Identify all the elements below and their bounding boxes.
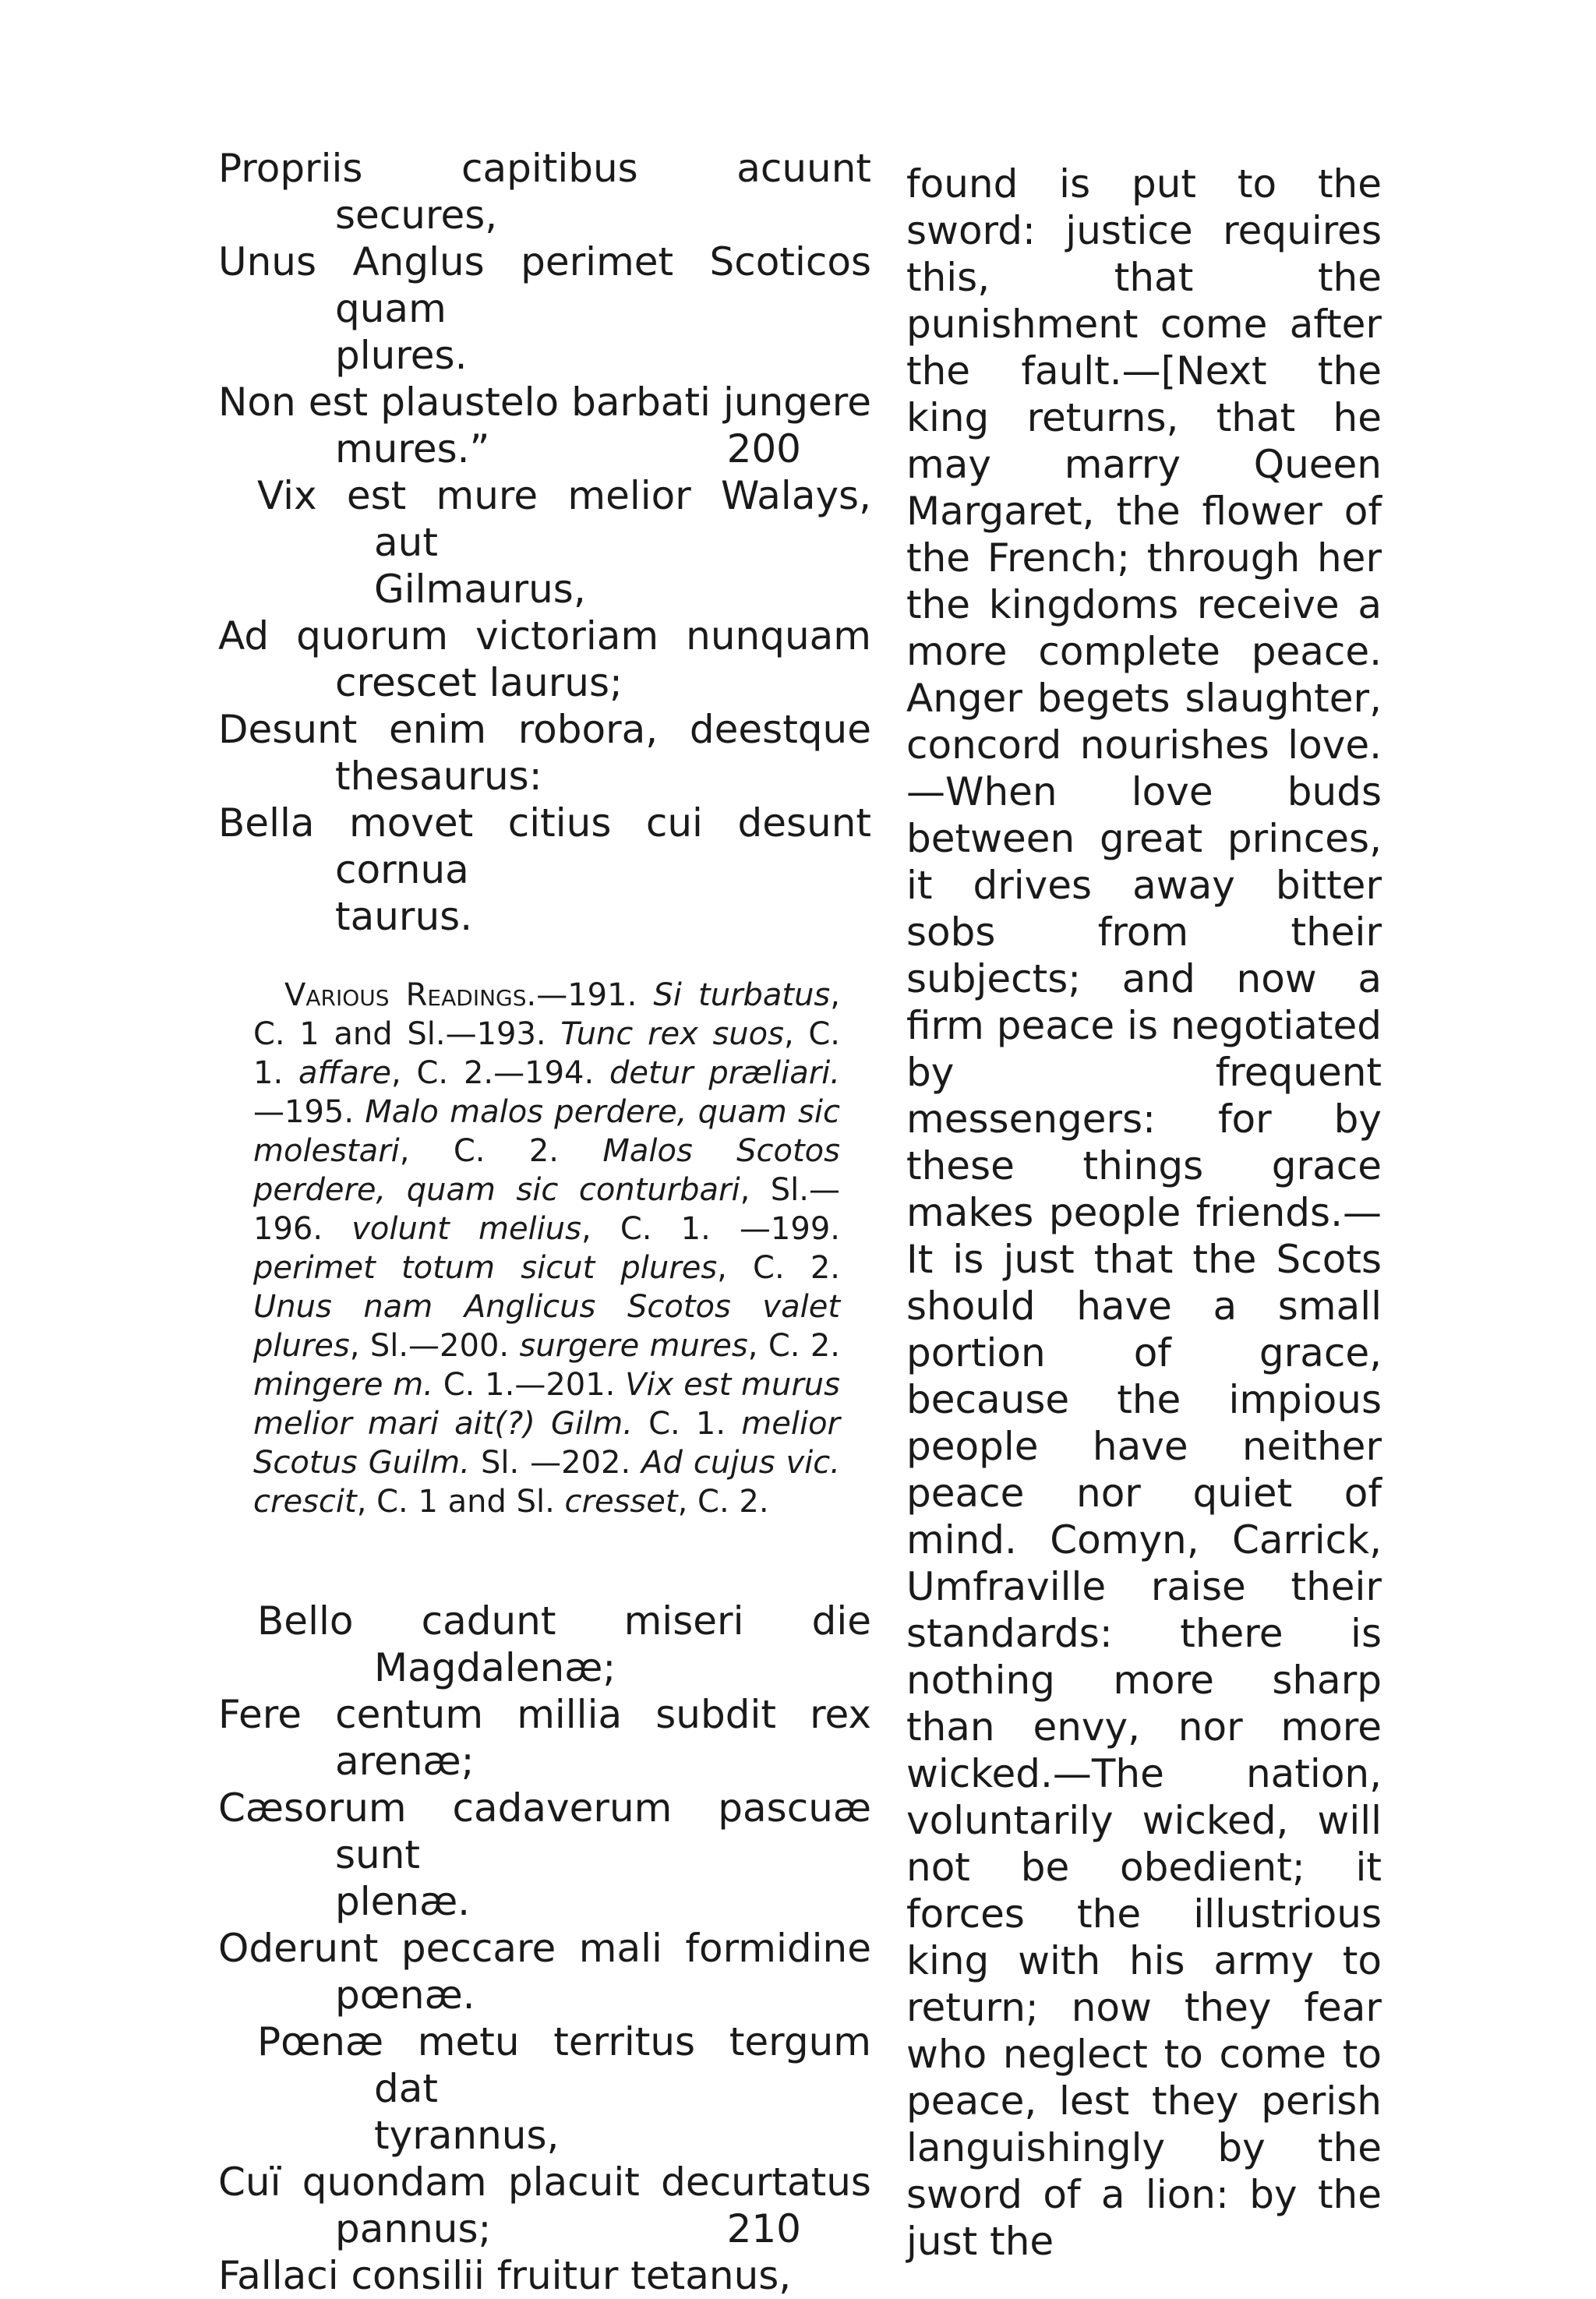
latin-verse-top <box>218 145 871 940</box>
continuation-text: plenæ. <box>335 1879 471 1924</box>
note-text: , C. 1 and Sl.—193. <box>253 977 840 1052</box>
line-number: 200 <box>726 426 801 471</box>
english-translation: found is put to the sword: justice requires this, that the punishment come after the fault.—[Next the king returns, that he may marry Queen Margaret, the flower of the French; through her the kingdoms receive a more complete peace. Anger begets slaughter, concord nourishes love.—When love buds between great princes, it drives away bitter sobs from their subjects; and now a firm peace is negotiated by frequent messengers: for by these things grace makes people friends.—It is just that the Scots should have a small portion of grace, because the impious people have neither peace nor quiet of mind. Comyn, Carrick, Umfraville raise their standards: there is nothing more sharp than envy, nor more wicked.—The nation, voluntarily wicked, will not be obedient; it forces the illustrious king with his army to return; now they fear who neglect to come to peace, lest they perish languishingly by the sword of a lion: by the just the <box>906 161 1382 2264</box>
verse-line: Bella movet citius cui desunt cornua <box>218 800 871 892</box>
verse-line: Cuï quondam placuit decurtatus <box>218 2160 871 2205</box>
note-text: Sl. —202. <box>469 1445 642 1481</box>
notes-label: Various Readings. <box>284 977 537 1013</box>
note-reading: Malo malos perdere, quam sic molestari <box>253 1094 841 1169</box>
note-reading: Tunc rex suos <box>560 1016 784 1052</box>
verse-line: Ad quorum victoriam nunquam <box>218 613 871 659</box>
continuation-text: taurus. <box>335 894 473 939</box>
continuation-text: thesaurus: <box>335 754 542 799</box>
verse-continuation <box>218 659 871 706</box>
note-reading: detur præliari. <box>609 1055 840 1091</box>
verse-line: Vix est mure melior Walays, aut <box>257 473 871 565</box>
verse-continuation <box>218 2112 871 2159</box>
note-reading: affare <box>298 1055 391 1091</box>
continuation-text: mures.” <box>335 426 490 471</box>
verse-continuation <box>218 2205 871 2252</box>
line-number: 210 <box>726 2206 801 2251</box>
verse-line: Propriis capitibus acuunt secures, <box>218 146 871 238</box>
note-text: —191. <box>536 977 654 1013</box>
note-text: , C. 2.—194. <box>390 1055 610 1091</box>
note-text: C. 1.—201. <box>433 1367 626 1403</box>
verse-line: Fere centum millia subdit rex arenæ; <box>218 1692 871 1784</box>
verse-continuation <box>218 1972 871 2018</box>
note-text: , C. 2. <box>717 1250 840 1286</box>
note-reading: Vix est murus melior mari ait(?) Gilm. <box>253 1367 840 1442</box>
verse-line: Cæsorum cadaverum pascuæ sunt <box>218 1785 871 1877</box>
right-column <box>906 161 1382 2264</box>
verse-continuation <box>218 426 871 472</box>
verse-line: Unus Anglus perimet Scoticos quam <box>218 239 871 331</box>
note-text: , C. 1. <box>253 1016 840 1091</box>
verse-line: Pœnæ metu territus tergum dat <box>257 2019 871 2111</box>
continuation-text: tyrannus, <box>374 2113 560 2158</box>
verse-line: Bello cadunt miseri die Magdalenæ; <box>257 1598 871 1690</box>
note-text: , C. 2. <box>747 1328 840 1364</box>
note-reading: volunt melius <box>351 1211 581 1247</box>
note-text: C. 1. <box>632 1406 742 1442</box>
left-column <box>218 146 871 2298</box>
note-text: —195. <box>253 1094 365 1130</box>
note-reading: Ad cujus vic. crescit <box>253 1445 841 1520</box>
note-text: , C. 2. <box>399 1133 603 1169</box>
verse-continuation <box>218 893 871 940</box>
verse-continuation <box>218 1878 871 1925</box>
note-text: , Sl.—196. <box>253 1172 840 1247</box>
verse-line: Desunt enim robora, deestque <box>218 707 871 752</box>
note-reading: Si turbatus <box>653 977 831 1013</box>
note-text: , Sl.—200. <box>349 1328 520 1364</box>
verse-line: Non est plaustelo barbati jungere <box>218 380 871 425</box>
note-text: , C. 1 and Sl. <box>356 1484 565 1520</box>
note-reading: melior Scotus Guilm. <box>253 1406 840 1481</box>
continuation-text: pannus; <box>335 2206 492 2251</box>
section-gap <box>218 1521 871 1598</box>
note-reading: perimet totum sicut plures <box>253 1250 718 1286</box>
various-readings-note <box>253 976 840 1521</box>
verse-continuation <box>218 332 871 379</box>
note-text: , C. 1. —199. <box>581 1211 840 1247</box>
note-reading: mingere m. <box>253 1367 433 1403</box>
latin-verse-bottom <box>218 1598 871 2299</box>
continuation-text: crescet laurus; <box>335 660 623 705</box>
note-reading: Unus nam Anglicus Scotos valet plures <box>253 1289 840 1364</box>
continuation-text: plures. <box>335 333 468 378</box>
note-reading: surgere mures <box>519 1328 748 1364</box>
continuation-text: Gilmaurus, <box>374 567 586 612</box>
note-reading: cresset <box>564 1484 678 1520</box>
verse-line: Oderunt peccare mali formidine <box>218 1926 871 1971</box>
note-text: , C. 2. <box>677 1484 769 1520</box>
verse-continuation <box>218 566 871 613</box>
verse-line: Fallaci consilii fruitur tetanus, <box>218 2253 792 2298</box>
note-reading: Malos Scotos perdere, quam sic conturbari <box>253 1133 840 1208</box>
verse-continuation <box>218 753 871 800</box>
continuation-text: pœnæ. <box>335 1972 475 2018</box>
